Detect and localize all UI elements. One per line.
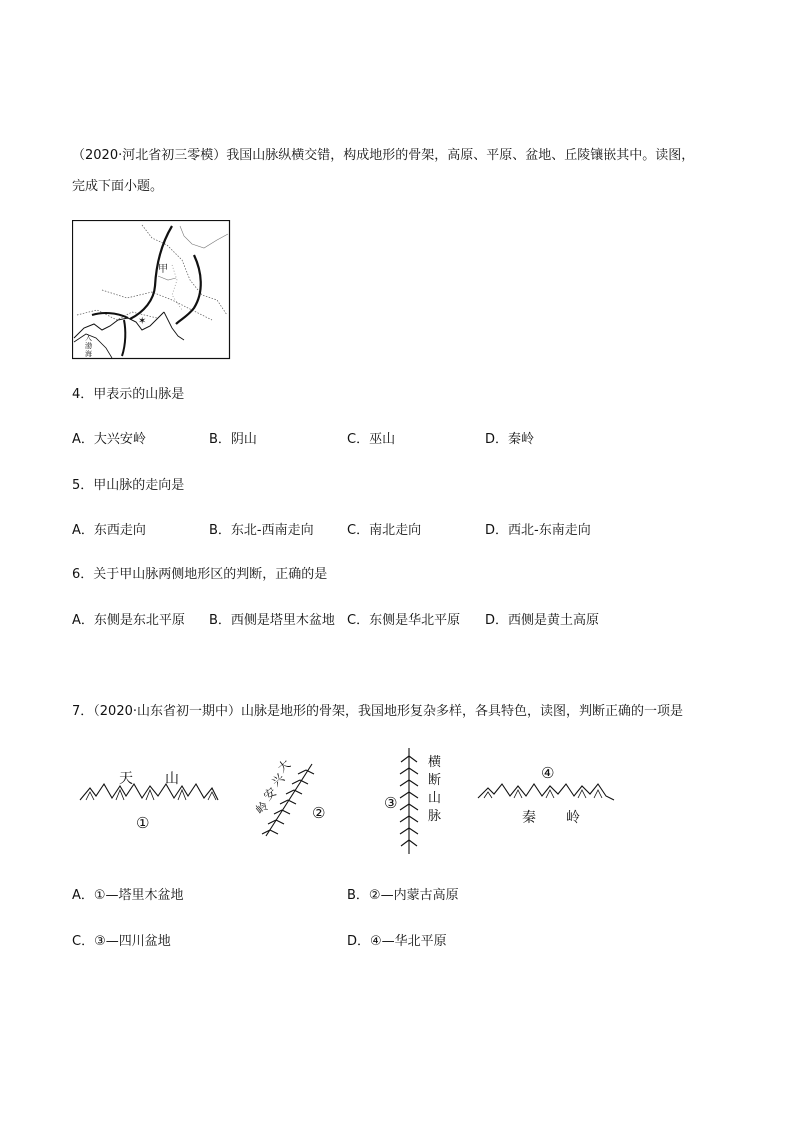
intro-line-1: （2020·河北省初三零模）我国山脉纵横交错，构成地形的骨架，高原、平原、盆地、丘陵镶嵌其中。读图， (72, 148, 695, 163)
label-hengduan-4: 脉 (428, 809, 442, 824)
q6-option-d[interactable]: D．西侧是黄土高原 (485, 613, 600, 628)
q5-option-d[interactable]: D．西北-东南走向 (485, 523, 591, 538)
label-hengduan-3: 山 (428, 791, 442, 806)
q4-option-d[interactable]: D．秦岭 (485, 432, 535, 447)
question-5-stem: 5．甲山脉的走向是 (72, 478, 185, 493)
hengduan-range (400, 748, 418, 854)
map-label-sea-1: 入 (85, 334, 92, 342)
label-hengduan-2: 断 (428, 773, 442, 788)
q7-option-b[interactable]: B．②—内蒙古高原 (347, 888, 459, 903)
label-num-4: ④ (541, 764, 555, 782)
q7-option-a[interactable]: A．①—塔里木盆地 (72, 888, 184, 903)
label-tianshan-1: 天 (119, 771, 133, 787)
question-6-stem: 6．关于甲山脉两侧地形区的判断，正确的是 (72, 567, 328, 582)
q7-option-c[interactable]: C．③—四川盆地 (72, 934, 171, 949)
q6-option-b[interactable]: B．西侧是塔里木盆地 (209, 613, 335, 628)
q4-option-a[interactable]: A．大兴安岭 (72, 432, 146, 447)
map-label-sea-2: 渤 (85, 342, 92, 350)
label-tianshan-2: 山 (165, 771, 179, 787)
label-num-3: ③ (384, 794, 398, 812)
q5-option-c[interactable]: C．南北走向 (347, 523, 422, 538)
q6-option-c[interactable]: C．东侧是华北平原 (347, 613, 461, 628)
qinling-range (478, 784, 614, 800)
map-label-jia: 甲 (158, 264, 168, 275)
capital-star-icon: ✶ (138, 316, 147, 327)
label-hengduan-1: 横 (428, 755, 442, 770)
question-4-stem: 4．甲表示的山脉是 (72, 387, 185, 402)
label-num-2: ② (312, 804, 326, 822)
intro-line-2: 完成下面小题。 (72, 179, 164, 194)
mountain-ranges-figure (76, 742, 620, 862)
label-daxinganling-4: 岭 (252, 798, 272, 818)
q4-option-b[interactable]: B．阴山 (209, 432, 257, 447)
label-qinling-1: 秦 (522, 810, 536, 826)
label-daxinganling-1: 大 (274, 756, 294, 776)
q6-option-a[interactable]: A．东侧是东北平原 (72, 613, 185, 628)
q5-option-a[interactable]: A．东西走向 (72, 523, 146, 538)
label-daxinganling-2: 兴 (268, 770, 288, 790)
tianshan-range (80, 784, 218, 800)
map-label-sea-3: 海 (85, 350, 92, 358)
label-qinling-2: 岭 (566, 810, 580, 826)
label-num-1: ① (136, 814, 150, 832)
q7-option-d[interactable]: D．④—华北平原 (347, 934, 447, 949)
q4-option-c[interactable]: C．巫山 (347, 432, 396, 447)
q5-option-b[interactable]: B．东北-西南走向 (209, 523, 314, 538)
northeast-china-map (72, 220, 232, 360)
question-7-stem: 7．（2020·山东省初一期中）山脉是地形的骨架，我国地形复杂多样，各具特色，读图，判断正确的一项是 (72, 704, 683, 719)
label-daxinganling-3: 安 (260, 784, 280, 804)
